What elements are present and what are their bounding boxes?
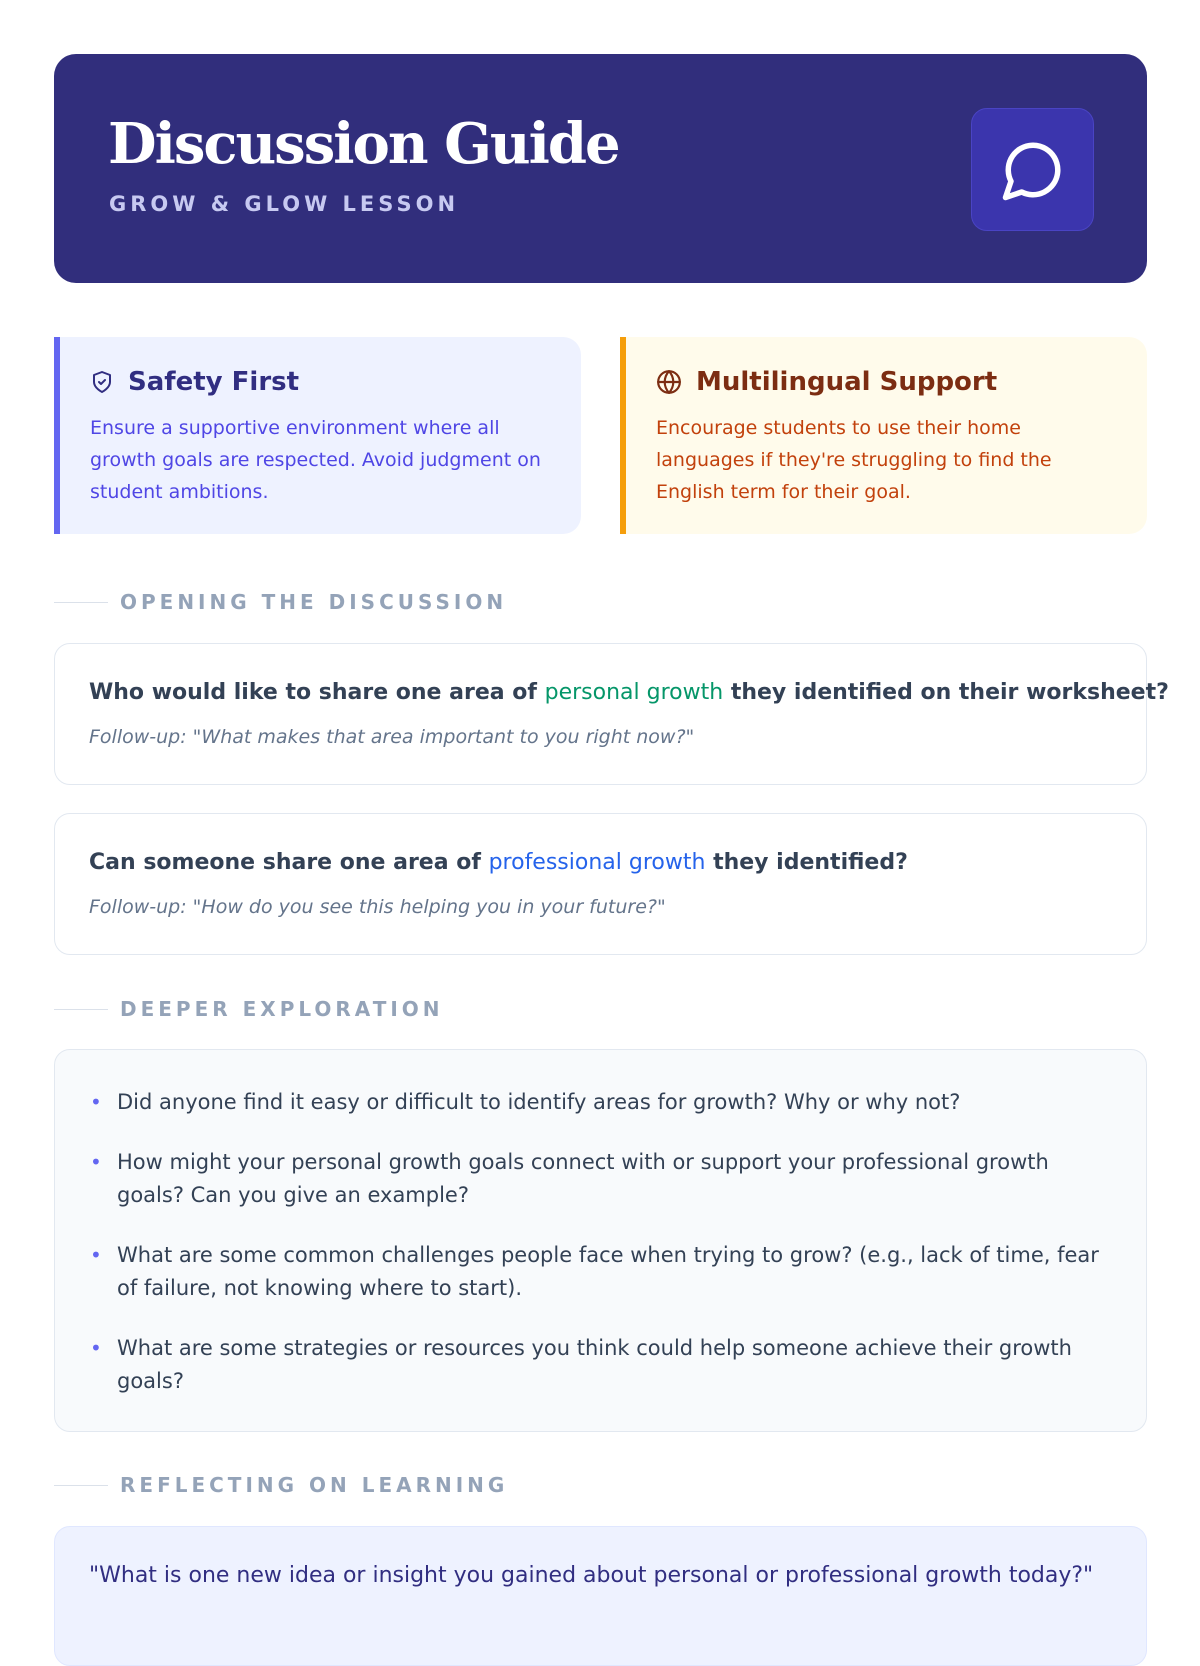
page-subtitle: GROW & GLOW LESSON <box>109 192 460 216</box>
shield-check-icon <box>90 370 114 394</box>
safety-callout-title: Safety First <box>128 367 300 397</box>
list-item-text: What are some common challenges people face when trying to grow? (e.g., lack of time, fear of failure, not knowing where to start). <box>117 1243 1099 1300</box>
bullet-icon: • <box>90 1336 102 1360</box>
multilingual-callout-header <box>656 369 997 395</box>
callout-row <box>54 337 1147 534</box>
question-text-start: Who would like to share one area of <box>89 680 545 705</box>
bullet-icon: • <box>90 1090 102 1114</box>
header-banner <box>54 54 1147 283</box>
question-text-end: they identified? <box>705 850 908 875</box>
list-item-text: How might your personal growth goals connect with or support your professional growth goals? Can you give an example? <box>117 1150 1049 1207</box>
section-heading-opening <box>54 590 1147 614</box>
exploration-list <box>89 1086 1099 1425</box>
question-text-start: Can someone share one area of <box>89 850 489 875</box>
section-heading-label: DEEPER EXPLORATION <box>120 997 444 1021</box>
exploration-question-list <box>54 1049 1147 1432</box>
section-heading-label: REFLECTING ON LEARNING <box>120 1473 509 1497</box>
list-item-text: What are some strategies or resources you think could help someone achieve their growth goals? <box>117 1336 1072 1393</box>
section-divider <box>54 1485 108 1486</box>
question-highlight: personal growth <box>544 680 724 705</box>
list-item <box>89 1146 1099 1212</box>
section-heading-reflecting <box>54 1473 1147 1497</box>
bullet-icon: • <box>90 1150 102 1174</box>
bullet-icon: • <box>90 1243 102 1267</box>
list-item-text: Did anyone find it easy or difficult to identify areas for growth? Why or why not? <box>117 1090 961 1114</box>
question-card-professional <box>54 813 1147 955</box>
multilingual-callout-body: Encourage students to use their home languages if they're struggling to find the English term for their goal. <box>656 417 1052 503</box>
safety-callout-body: Ensure a supportive environment where all growth goals are respected. Avoid judgment on student ambitions. <box>90 417 541 503</box>
question-highlight: professional growth <box>488 850 706 875</box>
discussion-guide-page <box>54 54 1169 1588</box>
reflection-prompt: "What is one new idea or insight you gained about personal or professional growth today?" <box>89 1563 1094 1588</box>
chat-bubble-icon <box>1000 137 1066 203</box>
page-title: Discussion Guide <box>108 111 619 177</box>
safety-callout <box>54 337 581 534</box>
section-heading-deeper <box>54 997 1147 1021</box>
followup-text: Follow-up: "How do you see this helping you in your future?" <box>89 896 666 918</box>
section-divider <box>54 1009 108 1010</box>
question-text-end: they identified on their worksheet? <box>723 680 1169 705</box>
multilingual-callout-title: Multilingual Support <box>696 367 998 397</box>
question-text <box>89 850 908 876</box>
followup-text: Follow-up: "What makes that area important to you right now?" <box>89 726 695 748</box>
section-divider <box>54 602 108 603</box>
list-item <box>89 1332 1099 1398</box>
reflection-prompt-card <box>54 1526 1147 1666</box>
globe-icon <box>656 369 682 395</box>
header-icon-tile <box>971 108 1094 231</box>
list-item <box>89 1239 1099 1305</box>
multilingual-callout <box>620 337 1147 534</box>
question-card-personal <box>54 643 1169 785</box>
section-heading-label: OPENING THE DISCUSSION <box>120 590 508 614</box>
safety-callout-header <box>90 369 299 395</box>
question-text <box>89 680 1169 706</box>
list-item <box>89 1086 1099 1119</box>
